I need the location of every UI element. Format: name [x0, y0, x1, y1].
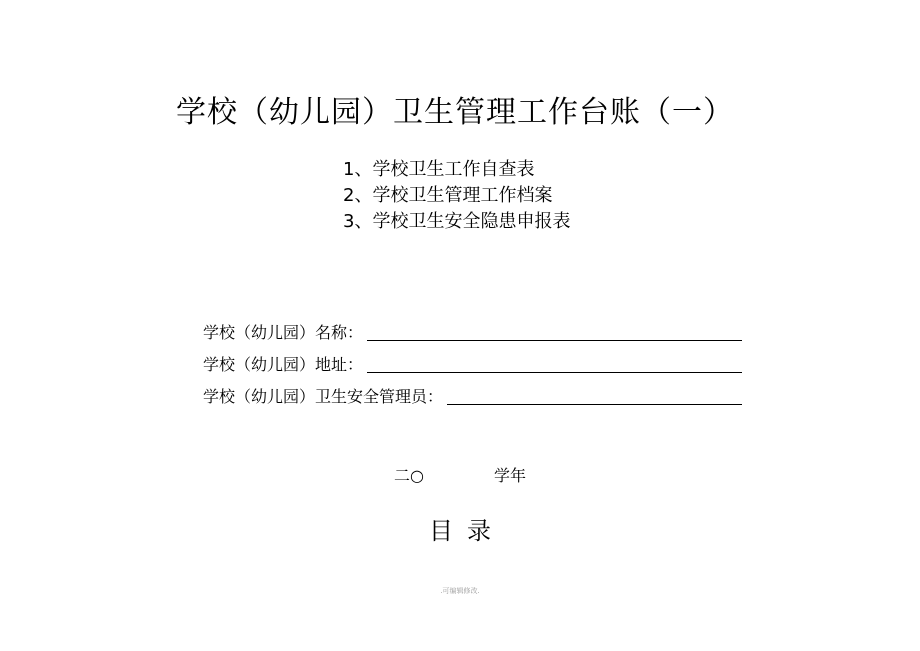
toc-heading: 目录: [429, 517, 505, 545]
contents-item-2: 2、学校卫生管理工作档案: [343, 185, 553, 206]
year-suffix: 学年: [493, 466, 526, 485]
contents-item-1: 1、学校卫生工作自查表: [343, 159, 535, 180]
school-name-field: [203, 312, 748, 344]
safety-manager-field: [203, 376, 748, 408]
safety-manager-label: 学校（幼儿园）卫生安全管理员：: [203, 387, 444, 406]
school-address-field: [203, 344, 748, 376]
contents-item-3: 3、学校卫生安全隐患申报表: [343, 211, 571, 232]
school-name-blank[interactable]: [367, 320, 742, 341]
contents-list: [343, 157, 663, 235]
school-address-label: 学校（幼儿园）地址：: [203, 355, 364, 374]
footer-note: .可编辑修改.: [440, 587, 480, 595]
school-address-blank[interactable]: [367, 352, 742, 373]
school-year-line: [394, 465, 526, 487]
school-name-label: 学校（幼儿园）名称：: [203, 323, 364, 342]
info-fields: [203, 312, 748, 408]
document-title: 学校（幼儿园）卫生管理工作台账（一）: [176, 95, 734, 130]
safety-manager-blank[interactable]: [447, 384, 742, 405]
year-prefix: 二○: [394, 466, 424, 485]
